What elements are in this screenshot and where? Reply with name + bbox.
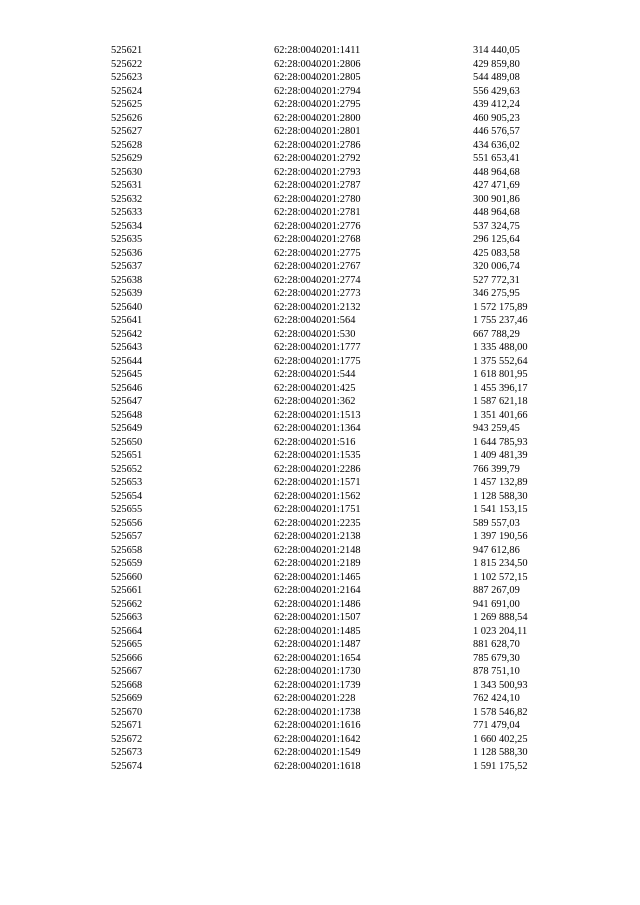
cadastral-value: 448 964,68 [473,207,520,218]
row-number: 525654 [111,490,143,502]
row-number: 525663 [111,612,143,623]
table-row [111,503,551,517]
row-number: 525651 [111,450,143,461]
cadastral-number: 62:28:0040201:1571 [274,477,361,488]
row-number: 525641 [111,315,143,326]
row-number: 525661 [111,585,143,596]
cadastral-number: 62:28:0040201:1487 [274,639,361,650]
row-number: 525630 [111,166,143,178]
row-number: 525672 [111,733,143,745]
cadastral-number: 62:28:0040201:1411 [274,45,361,56]
table-row [111,301,551,315]
cadastral-value: 537 324,75 [473,220,520,232]
cadastral-value: 878 751,10 [473,666,520,677]
cadastral-value: 1 343 500,93 [473,679,528,691]
row-number: 525637 [111,261,143,272]
cadastral-value: 425 083,58 [473,247,520,259]
cadastral-number: 62:28:0040201:2776 [274,220,361,232]
cadastral-number: 62:28:0040201:2795 [274,99,361,110]
cadastral-value: 1 457 132,89 [473,477,528,488]
table-row [111,85,551,99]
cadastral-value: 1 128 588,30 [473,747,528,758]
cadastral-number: 62:28:0040201:2793 [274,166,361,178]
row-number: 525669 [111,693,143,704]
cadastral-number: 62:28:0040201:1465 [274,571,361,583]
cadastral-value: 446 576,57 [473,126,520,137]
cadastral-number: 62:28:0040201:2786 [274,139,361,151]
cadastral-value: 1 351 401,66 [473,409,528,421]
cadastral-value: 439 412,24 [473,99,520,110]
row-number: 525659 [111,558,143,569]
table-row [111,544,551,558]
cadastral-number: 62:28:0040201:2780 [274,193,361,205]
cadastral-value: 943 259,45 [473,423,520,434]
table-row [111,44,551,58]
table-row [111,463,551,477]
cadastral-value: 1 578 546,82 [473,706,528,718]
table-row [111,490,551,504]
cadastral-value: 1 023 204,11 [473,625,528,637]
table-row [111,449,551,463]
cadastral-value: 1 591 175,52 [473,760,528,772]
row-number: 525648 [111,409,143,421]
row-number: 525665 [111,639,143,650]
cadastral-number: 62:28:0040201:2781 [274,207,361,218]
table-row [111,706,551,720]
table-row [111,436,551,450]
cadastral-value: 771 479,04 [473,720,520,731]
cadastral-number: 62:28:0040201:2773 [274,288,361,299]
table-row [111,557,551,571]
row-number: 525674 [111,760,143,772]
table-row [111,733,551,747]
cadastral-number: 62:28:0040201:2792 [274,153,361,164]
row-number: 525639 [111,288,143,299]
cadastral-value: 448 964,68 [473,166,520,178]
table-row [111,719,551,733]
cadastral-number: 62:28:0040201:1654 [274,652,361,664]
cadastral-number: 62:28:0040201:1739 [274,679,361,691]
cadastral-value: 947 612,86 [473,544,520,556]
row-number: 525649 [111,423,143,434]
cadastral-value: 1 755 237,46 [473,315,528,326]
cadastral-value: 667 788,29 [473,328,520,340]
table-row [111,58,551,72]
table-row [111,125,551,139]
cadastral-value: 551 653,41 [473,153,520,164]
row-number: 525627 [111,126,143,137]
table-row [111,328,551,342]
table-row [111,584,551,598]
cadastral-value: 544 489,08 [473,72,520,83]
cadastral-value: 314 440,05 [473,45,520,56]
row-number: 525638 [111,274,143,286]
cadastral-number: 62:28:0040201:2286 [274,463,361,475]
cadastral-number: 62:28:0040201:1486 [274,598,361,610]
cadastral-value: 589 557,03 [473,517,520,529]
cadastral-value: 460 905,23 [473,112,520,124]
cadastral-number: 62:28:0040201:1507 [274,612,361,623]
table-row [111,112,551,126]
cadastral-number: 62:28:0040201:2787 [274,180,361,191]
cadastral-number: 62:28:0040201:1751 [274,504,361,515]
table-row [111,692,551,706]
table-row [111,625,551,639]
row-number: 525632 [111,193,143,205]
table-row [111,652,551,666]
cadastral-number: 62:28:0040201:1513 [274,409,361,421]
cadastral-value: 1 455 396,17 [473,382,528,394]
cadastral-number: 62:28:0040201:1642 [274,733,361,745]
table-row [111,166,551,180]
row-number: 525642 [111,328,143,340]
table-row [111,760,551,774]
cadastral-number: 62:28:0040201:1777 [274,342,361,353]
cadastral-value: 785 679,30 [473,652,520,664]
row-number: 525668 [111,679,143,691]
table-row [111,746,551,760]
row-number: 525647 [111,396,143,407]
table-row [111,206,551,220]
cadastral-value: 1 618 801,95 [473,369,528,380]
cadastral-value: 1 409 481,39 [473,450,528,461]
cadastral-value: 1 397 190,56 [473,531,528,542]
row-number: 525666 [111,652,143,664]
row-number: 525621 [111,45,143,56]
cadastral-value: 1 128 588,30 [473,490,528,502]
cadastral-number: 62:28:0040201:1562 [274,490,361,502]
table-row [111,98,551,112]
table-row [111,409,551,423]
cadastral-number: 62:28:0040201:2800 [274,112,361,124]
cadastral-value: 887 267,09 [473,585,520,596]
cadastral-number: 62:28:0040201:2767 [274,261,361,272]
table-row [111,571,551,585]
row-number: 525656 [111,517,143,529]
table-row [111,71,551,85]
cadastral-number: 62:28:0040201:2189 [274,558,361,569]
cadastral-number: 62:28:0040201:2164 [274,585,361,596]
cadastral-number: 62:28:0040201:1738 [274,706,361,718]
cadastral-value: 941 691,00 [473,598,520,610]
cadastral-number: 62:28:0040201:2138 [274,531,361,542]
row-number: 525643 [111,342,143,353]
table-row [111,368,551,382]
row-number: 525650 [111,436,143,448]
table-row [111,530,551,544]
cadastral-value-table [111,44,551,773]
cadastral-value: 881 628,70 [473,639,520,650]
table-row [111,598,551,612]
row-number: 525640 [111,301,143,313]
cadastral-number: 62:28:0040201:2774 [274,274,361,286]
table-row [111,476,551,490]
table-row [111,517,551,531]
cadastral-number: 62:28:0040201:2775 [274,247,361,259]
cadastral-number: 62:28:0040201:544 [274,369,356,380]
cadastral-number: 62:28:0040201:425 [274,382,356,394]
cadastral-number: 62:28:0040201:564 [274,315,356,326]
cadastral-value: 762 424,10 [473,693,520,704]
row-number: 525624 [111,85,143,97]
cadastral-value: 1 572 175,89 [473,301,528,313]
row-number: 525629 [111,153,143,164]
table-row [111,395,551,409]
row-number: 525644 [111,355,143,367]
table-row [111,247,551,261]
cadastral-value: 427 471,69 [473,180,520,191]
cadastral-value: 320 006,74 [473,261,520,272]
table-row [111,382,551,396]
table-row [111,287,551,301]
cadastral-number: 62:28:0040201:2132 [274,301,361,313]
cadastral-value: 429 859,80 [473,58,520,70]
row-number: 525636 [111,247,143,259]
cadastral-number: 62:28:0040201:1775 [274,355,361,367]
table-row [111,152,551,166]
cadastral-value: 1 660 402,25 [473,733,528,745]
cadastral-value: 556 429,63 [473,85,520,97]
row-number: 525626 [111,112,143,124]
row-number: 525625 [111,99,143,110]
cadastral-value: 1 375 552,64 [473,355,528,367]
table-row [111,179,551,193]
cadastral-number: 62:28:0040201:2148 [274,544,361,556]
row-number: 525673 [111,747,143,758]
cadastral-number: 62:28:0040201:530 [274,328,356,340]
cadastral-number: 62:28:0040201:228 [274,693,356,704]
cadastral-number: 62:28:0040201:2768 [274,234,361,245]
cadastral-number: 62:28:0040201:1535 [274,450,361,461]
row-number: 525646 [111,382,143,394]
row-number: 525664 [111,625,143,637]
table-row [111,422,551,436]
table-row [111,139,551,153]
cadastral-value: 434 636,02 [473,139,520,151]
cadastral-number: 62:28:0040201:2805 [274,72,361,83]
table-row [111,611,551,625]
row-number: 525635 [111,234,143,245]
table-row [111,355,551,369]
cadastral-number: 62:28:0040201:2801 [274,126,361,137]
cadastral-number: 62:28:0040201:2794 [274,85,361,97]
cadastral-number: 62:28:0040201:1730 [274,666,361,677]
cadastral-number: 62:28:0040201:1485 [274,625,361,637]
table-row [111,638,551,652]
cadastral-value: 1 541 153,15 [473,504,528,515]
row-number: 525671 [111,720,143,731]
table-row [111,314,551,328]
table-row [111,193,551,207]
row-number: 525628 [111,139,143,151]
row-number: 525655 [111,504,143,515]
row-number: 525662 [111,598,143,610]
row-number: 525658 [111,544,143,556]
cadastral-number: 62:28:0040201:362 [274,396,356,407]
table-row [111,260,551,274]
cadastral-number: 62:28:0040201:1364 [274,423,361,434]
cadastral-value: 1 269 888,54 [473,612,528,623]
row-number: 525631 [111,180,143,191]
cadastral-number: 62:28:0040201:516 [274,436,356,448]
row-number: 525633 [111,207,143,218]
table-row [111,220,551,234]
cadastral-value: 527 772,31 [473,274,520,286]
row-number: 525657 [111,531,143,542]
row-number: 525670 [111,706,143,718]
row-number: 525653 [111,477,143,488]
cadastral-value: 1 644 785,93 [473,436,528,448]
cadastral-value: 1 102 572,15 [473,571,528,583]
table-row [111,665,551,679]
row-number: 525660 [111,571,143,583]
row-number: 525623 [111,72,143,83]
cadastral-value: 1 815 234,50 [473,558,528,569]
table-row [111,341,551,355]
row-number: 525645 [111,369,143,380]
table-row [111,679,551,693]
cadastral-value: 346 275,95 [473,288,520,299]
cadastral-number: 62:28:0040201:1618 [274,760,361,772]
row-number: 525634 [111,220,143,232]
row-number: 525652 [111,463,143,475]
cadastral-number: 62:28:0040201:2235 [274,517,361,529]
table-row [111,274,551,288]
row-number: 525667 [111,666,143,677]
cadastral-value: 766 399,79 [473,463,520,475]
cadastral-value: 300 901,86 [473,193,520,205]
cadastral-number: 62:28:0040201:1616 [274,720,361,731]
cadastral-value: 1 335 488,00 [473,342,528,353]
table-row [111,233,551,247]
cadastral-number: 62:28:0040201:2806 [274,58,361,70]
row-number: 525622 [111,58,143,70]
cadastral-value: 296 125,64 [473,234,520,245]
cadastral-number: 62:28:0040201:1549 [274,747,361,758]
cadastral-value: 1 587 621,18 [473,396,528,407]
